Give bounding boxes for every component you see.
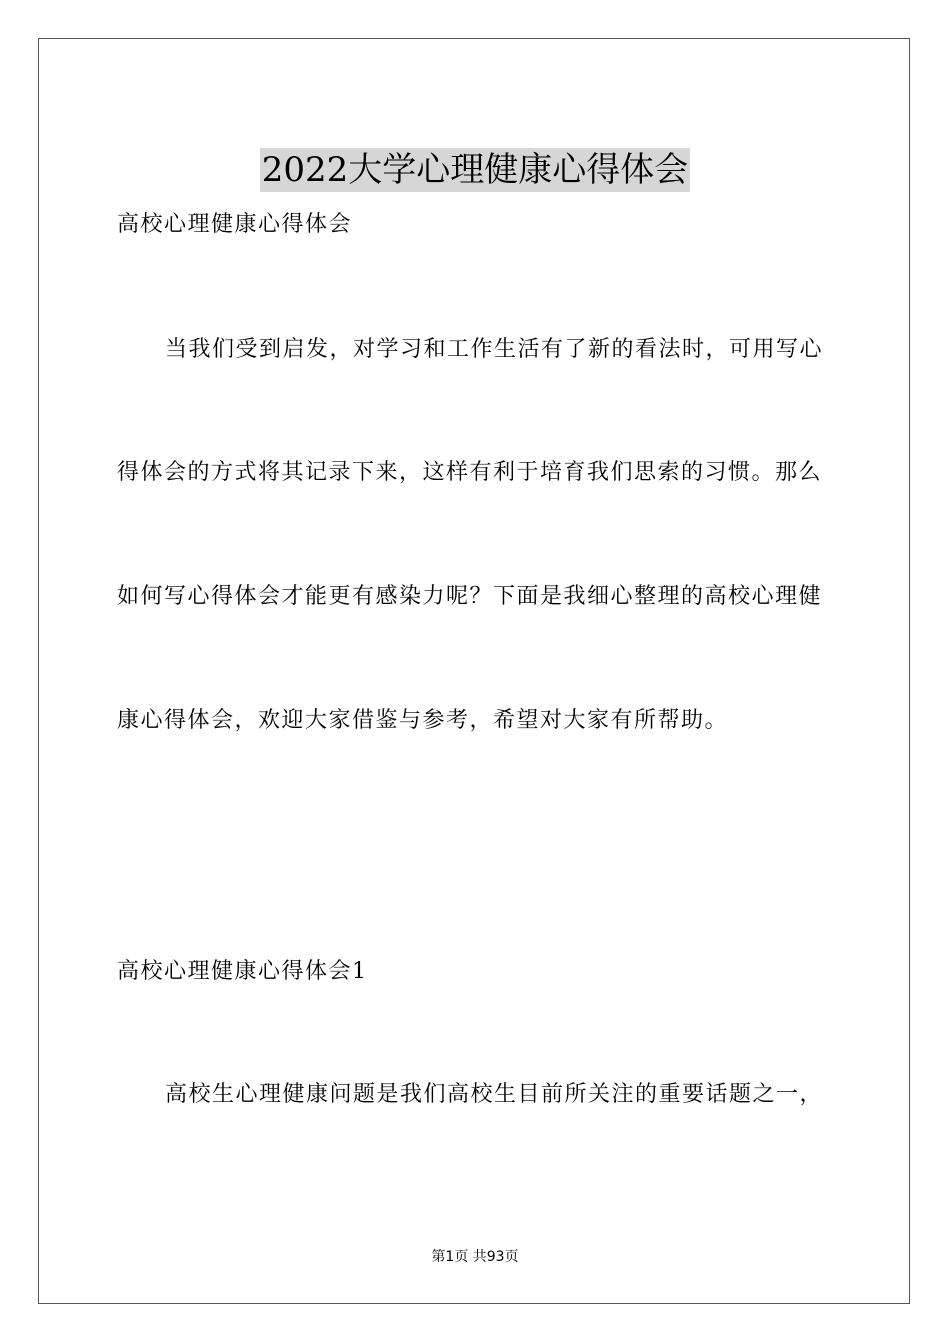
paragraph-line: 当我们受到启发，对学习和工作生活有了新的看法时，可用写心	[165, 337, 824, 362]
paragraph-line: 康心得体会，欢迎大家借鉴与参考，希望对大家有所帮助。	[117, 708, 729, 733]
paragraph-line: 如何写心得体会才能更有感染力呢？下面是我细心整理的高校心理健	[117, 584, 823, 609]
paragraph-line: 得体会的方式将其记录下来，这样有利于培育我们思索的习惯。那么	[117, 460, 823, 485]
page-number: 第1页 共93页	[431, 1249, 519, 1265]
paragraph-line: 高校生心理健康问题是我们高校生目前所关注的重要话题之一，	[165, 1082, 824, 1107]
section-heading: 高校心理健康心得体会	[117, 212, 353, 237]
section-heading: 高校心理健康心得体会1	[117, 959, 368, 984]
title-container	[0, 125, 950, 215]
document-title: 2022大学心理健康心得体会	[261, 149, 689, 190]
